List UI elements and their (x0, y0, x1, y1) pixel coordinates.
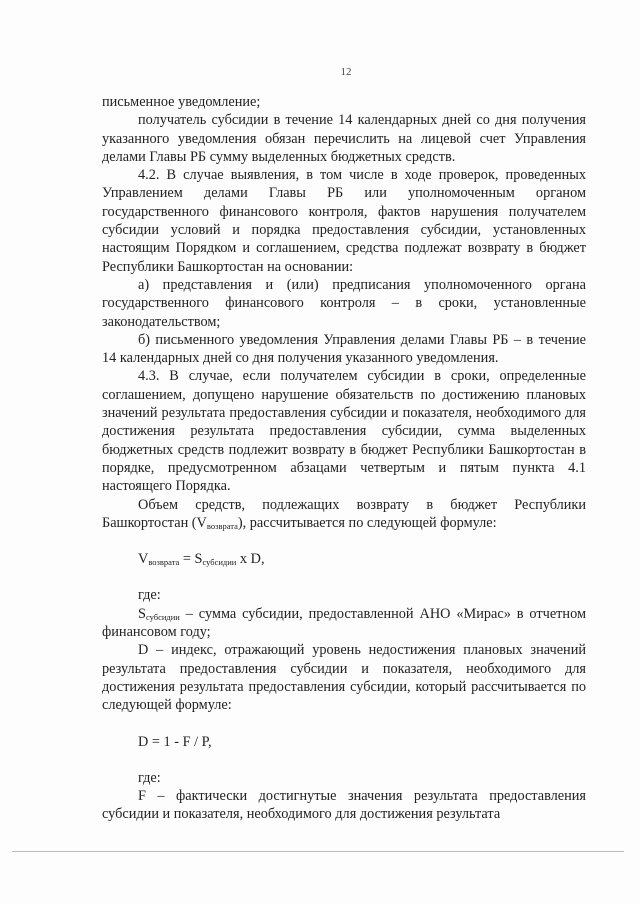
refund-volume-subscript: возврата (206, 520, 238, 531)
subsidy-sum-subscript: субсидии (145, 611, 180, 622)
formula-index-d: D = 1 - F / P, (138, 733, 212, 750)
page-number: 12 (340, 66, 352, 78)
where-label-2: где: (138, 769, 161, 786)
paragraph-recipient-obligation: получатель субсидии в течение 14 календарных дней со дня получения указанного уведомления обязан перечислить на лицевой счет Управления делами Главы РБ сумму выделенных бюджетных средств. (102, 112, 586, 165)
paragraph-section-4-3: 4.3. В случае, если получателем субсидии в сроки, определенные соглашением, допущено нарушение обязательств по достижению плановых значений результата предоставления субсидии и показателя, необходимого для достижения результата предоставления субсидии, сумма выделенных бюджетных средств подлежит возврату в бюджет Республики Башкортостан в порядке, предусмотренном абзацами четвертым и пятым пункта 4.1 настоящего Порядка. (102, 368, 586, 495)
formula-refund-s-sub: субсидии (202, 557, 237, 568)
where-label-1: где: (138, 587, 161, 604)
paragraph-section-4-2: 4.2. В случае выявления, в том числе в ходе проверок, проведенных Управлением делами Главы РБ или уполномоченным органом государственного финансового контроля, фактов нарушения получателем субсидии условий и порядка предоставления субсидии, установленных настоящим Порядком и соглашением, средства подлежат возврату в бюджет Республики Башкортостан на основании: (102, 167, 586, 275)
formula-refund-v-sub: возврата (148, 557, 180, 568)
document-body (102, 93, 586, 824)
refund-volume-text-pre: Объем средств, подлежащих возврату в бюджет Республики Башкортостан (V (102, 496, 586, 531)
paragraph-written-notice: письменное уведомление; (102, 94, 261, 110)
refund-volume-text-post: ), рассчитывается по следующей формуле: (237, 514, 497, 531)
formula-refund-s: S (194, 551, 203, 568)
subsidy-sum-symbol: S (138, 605, 146, 622)
paragraph-item-a: а) представления и (или) предписания уполномоченного органа государственного финансового контроля – в сроки, установленные законодательством; (102, 276, 586, 330)
paragraph-item-b: б) письменного уведомления Управления делами Главы РБ – в течение 14 календарных дней со дня получения указанного уведомления. (102, 331, 586, 367)
bottom-rule (12, 851, 624, 852)
paragraph-f-actual: F – фактически достигнутые значения результата предоставления субсидии и показателя, необходимого для достижения результата (102, 788, 586, 823)
formula-refund-v: V (138, 551, 149, 568)
formula-refund-rest: x D, (236, 551, 265, 568)
formula-refund (102, 550, 586, 568)
subsidy-sum-text: – сумма субсидии, предоставленной АНО «Мирас» в отчетном финансовом году; (102, 605, 586, 641)
paragraph-refund-volume (102, 496, 586, 533)
paragraph-subsidy-sum (102, 605, 586, 642)
paragraph-index-d: D – индекс, отражающий уровень недостижения плановых значений результата предоставления субсидии и показателя, необходимого для достижения результата предоставления субсидии, который рассчитывается по следующей формуле: (102, 642, 586, 714)
formula-refund-eq: = (179, 551, 195, 568)
